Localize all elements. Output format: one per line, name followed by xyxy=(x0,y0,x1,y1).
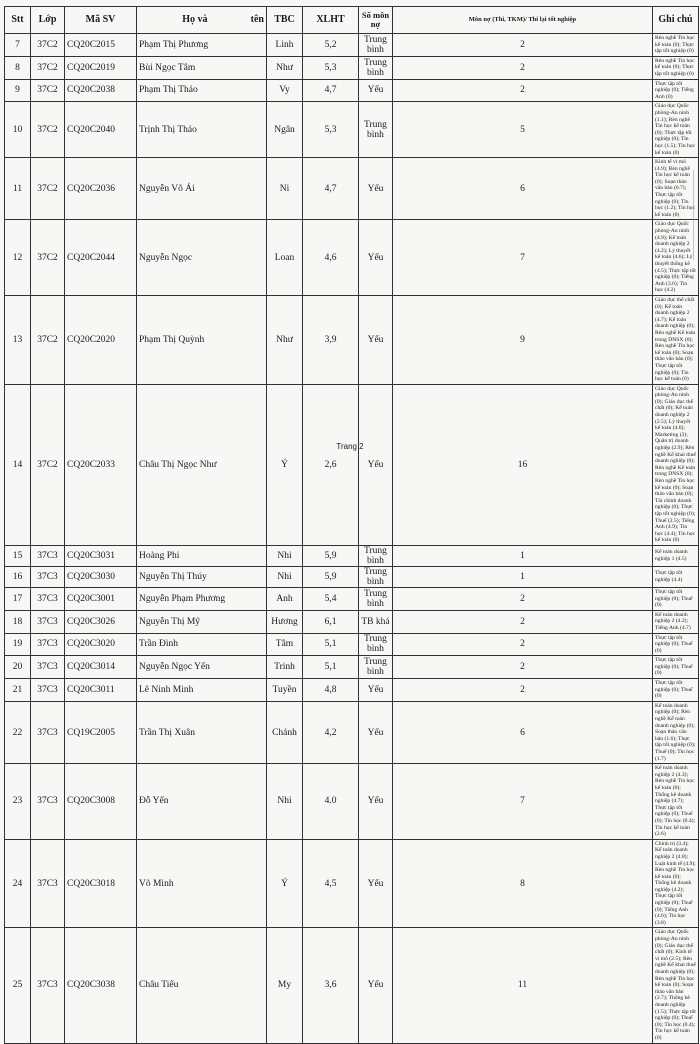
row-tbc: 4.0 xyxy=(303,764,359,840)
header-xlht: XLHT xyxy=(303,7,359,34)
row-stt: 25 xyxy=(5,928,31,1043)
table-row xyxy=(5,566,699,587)
row-so-mon-no: 6 xyxy=(393,701,653,763)
row-stt: 20 xyxy=(5,656,31,679)
row-ten: Loan xyxy=(267,220,303,296)
row-ten: Như xyxy=(267,295,303,384)
row-tbc: 4,8 xyxy=(303,679,359,702)
row-ten: Vy xyxy=(267,79,303,102)
row-xlht: Trung bình xyxy=(359,56,393,79)
row-ten: Ngân xyxy=(267,102,303,158)
row-tbc: 5,2 xyxy=(303,34,359,57)
row-so-mon-no: 7 xyxy=(393,220,653,296)
row-xlht: Trung bình xyxy=(359,566,393,587)
row-so-mon-no: 2 xyxy=(393,610,653,633)
page-number: Trang 2 xyxy=(336,442,364,451)
header-ghi-chu: Ghi chú xyxy=(653,7,699,34)
row-ten: My xyxy=(267,928,303,1043)
row-ho: Nguyễn Ngọc Yến xyxy=(137,656,267,679)
table-row xyxy=(5,633,699,656)
row-stt: 22 xyxy=(5,701,31,763)
table-row xyxy=(5,34,699,57)
row-mon-no: Kế toán doanh nghiệp (0); Rèn nghề Kế toán doanh nghiệp (0); Soạn thảo văn bản (1.6); Thực tập tốt nghiệp (0); Thuế (0); Tin học (1.7) xyxy=(653,701,699,763)
row-masv: CQ20C3038 xyxy=(65,928,137,1043)
row-ten: Anh xyxy=(267,587,303,610)
row-ten: Nhi xyxy=(267,545,303,566)
row-mon-no: Kế toán doanh nghiệp 2 (4.2); Tiếng Anh (4.7) xyxy=(653,610,699,633)
row-stt: 23 xyxy=(5,764,31,840)
table-row xyxy=(5,656,699,679)
row-masv: CQ20C3008 xyxy=(65,764,137,840)
row-mon-no: Giáo dục thể chất (0); Kế toán doanh nghiệp 2 (4.7); Kế toán doanh nghiệp (0); Rèn nghề Kế toán trong DNSX (0); Rèn nghề Tin học kế toán (0); Soạn thảo văn bản (0); Thực tập tốt nghiệp (0); Tin học kế toán (0) xyxy=(653,295,699,384)
row-masv: CQ20C2044 xyxy=(65,220,137,296)
row-xlht: Trung bình xyxy=(359,34,393,57)
row-ho: Võ Minh xyxy=(137,839,267,928)
margin-mark xyxy=(693,170,700,260)
row-xlht: Yếu xyxy=(359,928,393,1043)
row-tbc: 5,9 xyxy=(303,545,359,566)
row-lop: 37C2 xyxy=(31,34,65,57)
row-lop: 37C3 xyxy=(31,701,65,763)
row-so-mon-no: 2 xyxy=(393,633,653,656)
row-ho: Phạm Thị Phương xyxy=(137,34,267,57)
row-ho: Nguyễn Phạm Phương xyxy=(137,587,267,610)
row-ho: Châu Tiểu xyxy=(137,928,267,1043)
header-masv: Mã SV xyxy=(65,7,137,34)
row-ten: Ý xyxy=(267,839,303,928)
row-masv: CQ20C3018 xyxy=(65,839,137,928)
row-tbc: 3,9 xyxy=(303,295,359,384)
row-masv: CQ20C3020 xyxy=(65,633,137,656)
row-stt: 16 xyxy=(5,566,31,587)
row-ten: Ý xyxy=(267,384,303,545)
row-xlht: Trung bình xyxy=(359,587,393,610)
row-so-mon-no: 2 xyxy=(393,679,653,702)
row-xlht: Yếu xyxy=(359,79,393,102)
row-ho: Bùi Ngọc Tâm xyxy=(137,56,267,79)
row-stt: 13 xyxy=(5,295,31,384)
row-lop: 37C2 xyxy=(31,384,65,545)
table-header-row xyxy=(5,7,699,34)
row-tbc: 4,7 xyxy=(303,158,359,220)
row-masv: CQ20C2020 xyxy=(65,295,137,384)
row-xlht: Trung bình xyxy=(359,656,393,679)
row-mon-no: Giáo dục Quốc phòng-An ninh (1.1); Rèn nghề Tin học kế toán (0); Thực tập tốt nghiệp (0); Tin học (1.5); Tin học kế toán (0) xyxy=(653,102,699,158)
row-xlht: Yếu xyxy=(359,158,393,220)
row-tbc: 4,5 xyxy=(303,839,359,928)
row-mon-no: Kế toán doanh nghiệp 1 (4.5) xyxy=(653,545,699,566)
header-lop: Lớp xyxy=(31,7,65,34)
header-ten: tên xyxy=(250,14,264,25)
row-masv: CQ20C2019 xyxy=(65,56,137,79)
row-mon-no: Rèn nghề Tin học kế toán (0); Thực tập tốt nghiệp (0) xyxy=(653,34,699,57)
table-row xyxy=(5,679,699,702)
row-tbc: 4,6 xyxy=(303,220,359,296)
row-masv: CQ20C3026 xyxy=(65,610,137,633)
row-tbc: 6,1 xyxy=(303,610,359,633)
row-stt: 10 xyxy=(5,102,31,158)
row-ho: Trần Đình xyxy=(137,633,267,656)
row-xlht: TB khá xyxy=(359,610,393,633)
student-debt-table-page xyxy=(4,6,698,1044)
header-tbc: TBC xyxy=(267,7,303,34)
row-tbc: 5,4 xyxy=(303,587,359,610)
row-masv: CQ20C3014 xyxy=(65,656,137,679)
row-tbc: 2,6 xyxy=(303,384,359,545)
row-stt: 11 xyxy=(5,158,31,220)
row-lop: 37C3 xyxy=(31,633,65,656)
row-ten: Tuyền xyxy=(267,679,303,702)
row-lop: 37C3 xyxy=(31,928,65,1043)
row-ho: Phạm Thị Quỳnh xyxy=(137,295,267,384)
row-masv: CQ20C3030 xyxy=(65,566,137,587)
table-row xyxy=(5,764,699,840)
row-ho: Nguyễn Ngọc xyxy=(137,220,267,296)
table-row xyxy=(5,56,699,79)
row-xlht: Yếu xyxy=(359,764,393,840)
row-so-mon-no: 16 xyxy=(393,384,653,545)
table-row xyxy=(5,839,699,928)
row-so-mon-no: 2 xyxy=(393,56,653,79)
row-lop: 37C3 xyxy=(31,566,65,587)
row-tbc: 5,1 xyxy=(303,633,359,656)
row-stt: 17 xyxy=(5,587,31,610)
table-row xyxy=(5,158,699,220)
table-row xyxy=(5,79,699,102)
table-row xyxy=(5,587,699,610)
row-lop: 37C3 xyxy=(31,610,65,633)
row-mon-no: Giáo dục Quốc phòng-An ninh (0); Giáo dục thể chất (0); Kế toán doanh nghiệp 2 (2.5); Lý thuyết kế toán (4.6); Marketing (3); Quản trị doanh nghiệp (2.9); Rèn nghề Kế khai thuế doanh nghiệp (0); Rèn nghề Kế toán trong DNSX (0); Rèn nghề Tin học kế toán (0); Soạn thảo văn bản (0); Tài chính doanh nghiệp (0); Thực tập tốt nghiệp (0); Thuế (2.5); Tiếng Anh (4.9); Tin học (4.4); Tin học kế toán (0) xyxy=(653,384,699,545)
row-stt: 12 xyxy=(5,220,31,296)
row-so-mon-no: 5 xyxy=(393,102,653,158)
row-lop: 37C2 xyxy=(31,158,65,220)
header-so-mon-no: Số môn nợ xyxy=(359,7,393,34)
row-mon-no: Thực tập tốt nghiệp (4.4) xyxy=(653,566,699,587)
row-lop: 37C3 xyxy=(31,764,65,840)
header-stt: Stt xyxy=(5,7,31,34)
row-xlht: Yếu xyxy=(359,839,393,928)
row-ten: Tâm xyxy=(267,633,303,656)
table-row xyxy=(5,102,699,158)
row-stt: 14 xyxy=(5,384,31,545)
header-ho: Họ và xyxy=(182,14,208,25)
row-ho: Trịnh Thị Thảo xyxy=(137,102,267,158)
row-mon-no: Thực tập tốt nghiệp (0); Thuế (0) xyxy=(653,587,699,610)
row-mon-no: Thực tập tốt nghiệp (0); Tiếng Anh (0) xyxy=(653,79,699,102)
row-so-mon-no: 7 xyxy=(393,764,653,840)
row-xlht: Yếu xyxy=(359,220,393,296)
row-stt: 18 xyxy=(5,610,31,633)
row-so-mon-no: 2 xyxy=(393,79,653,102)
row-mon-no: Thực tập tốt nghiệp (0); Thuế (0) xyxy=(653,656,699,679)
table-row xyxy=(5,545,699,566)
row-lop: 37C2 xyxy=(31,79,65,102)
header-mon-no: Môn nợ (Thi, TKM)/ Thi lại tốt nghiệp xyxy=(393,7,653,34)
row-mon-no: Thực tập tốt nghiệp (0); Thuế (0) xyxy=(653,633,699,656)
row-mon-no: Giáo dục Quốc phòng-An ninh (4.9); Kế toán doanh nghiệp 2 (4.2); Lý thuyết kế toán (4.6); Lý thuyết thống kê (4.5); Thực tập tốt nghiệp (0); Tiếng Anh (3.6); Tin học (4.2) xyxy=(653,220,699,296)
row-masv: CQ20C3011 xyxy=(65,679,137,702)
row-lop: 37C3 xyxy=(31,679,65,702)
row-masv: CQ20C3031 xyxy=(65,545,137,566)
table-row xyxy=(5,928,699,1043)
row-xlht: Yếu xyxy=(359,701,393,763)
row-ten: Ni xyxy=(267,158,303,220)
row-ho: Hoàng Phi xyxy=(137,545,267,566)
row-masv: CQ20C2038 xyxy=(65,79,137,102)
row-so-mon-no: 1 xyxy=(393,545,653,566)
row-xlht: Trung bình xyxy=(359,633,393,656)
row-mon-no: Rèn nghề Tin học kế toán (0); Thực tập tốt nghiệp (0) xyxy=(653,56,699,79)
row-lop: 37C2 xyxy=(31,56,65,79)
row-ho: Nguyễn Thị Mỹ xyxy=(137,610,267,633)
row-xlht: Trung bình xyxy=(359,102,393,158)
row-ho: Phạm Thị Thảo xyxy=(137,79,267,102)
row-stt: 19 xyxy=(5,633,31,656)
table-row xyxy=(5,220,699,296)
row-lop: 37C3 xyxy=(31,839,65,928)
row-stt: 24 xyxy=(5,839,31,928)
row-stt: 8 xyxy=(5,56,31,79)
row-so-mon-no: 1 xyxy=(393,566,653,587)
row-ten: Như xyxy=(267,56,303,79)
row-xlht: Yếu xyxy=(359,384,393,545)
row-ho: Nguyễn Võ Ái xyxy=(137,158,267,220)
row-mon-no: Thực tập tốt nghiệp (0); Thuế (0) xyxy=(653,679,699,702)
row-lop: 37C2 xyxy=(31,102,65,158)
row-ten: Hương xyxy=(267,610,303,633)
row-so-mon-no: 9 xyxy=(393,295,653,384)
row-ten: Nhi xyxy=(267,566,303,587)
row-ten: Chánh xyxy=(267,701,303,763)
row-lop: 37C3 xyxy=(31,656,65,679)
row-tbc: 4,7 xyxy=(303,79,359,102)
table-body xyxy=(5,34,699,1044)
row-tbc: 5,1 xyxy=(303,656,359,679)
row-xlht: Trung bình xyxy=(359,545,393,566)
row-tbc: 4,2 xyxy=(303,701,359,763)
row-ho: Nguyễn Thị Thúy xyxy=(137,566,267,587)
row-ho: Đỗ Yến xyxy=(137,764,267,840)
row-so-mon-no: 6 xyxy=(393,158,653,220)
row-ten: Linh xyxy=(267,34,303,57)
row-lop: 37C3 xyxy=(31,545,65,566)
row-tbc: 3,6 xyxy=(303,928,359,1043)
row-ten: Trinh xyxy=(267,656,303,679)
row-mon-no: Kinh tế vi mô (4.9); Rèn nghề Tin học kế toán (0); Soạn thảo văn bản (0.7); Thực tập tốt nghiệp (0); Tin học (1.2); Tin học kế toán (0) xyxy=(653,158,699,220)
row-ho: Châu Thị Ngọc Như xyxy=(137,384,267,545)
row-masv: CQ20C2033 xyxy=(65,384,137,545)
row-masv: CQ20C2040 xyxy=(65,102,137,158)
table-row xyxy=(5,295,699,384)
row-lop: 37C2 xyxy=(31,220,65,296)
table-row xyxy=(5,610,699,633)
table-row xyxy=(5,701,699,763)
row-so-mon-no: 2 xyxy=(393,587,653,610)
row-ten: Nhi xyxy=(267,764,303,840)
row-mon-no: Chính trị (3.4); Kế toán doanh nghiệp 2 (4.8); Luật kinh tế (4.9); Rèn nghề Tin học kế toán (0); Thống kê doanh nghiệp (4.2); Thực tập tốt nghiệp (0); Thuế (0); Tiếng Anh (4.6); Tin học (3.8) xyxy=(653,839,699,928)
row-lop: 37C3 xyxy=(31,587,65,610)
student-table xyxy=(4,6,699,1044)
row-so-mon-no: 2 xyxy=(393,34,653,57)
row-tbc: 5,3 xyxy=(303,102,359,158)
row-mon-no: Kế toán doanh nghiệp 2 (4.3); Rèn nghề Tin học kế toán (0); Thống kê doanh nghiệp (4.7); Thực tập tốt nghiệp (0); Thuế (0); Tin học (0.4); Tin học kế toán (2.6) xyxy=(653,764,699,840)
row-masv: CQ19C2005 xyxy=(65,701,137,763)
row-stt: 21 xyxy=(5,679,31,702)
row-masv: CQ20C3001 xyxy=(65,587,137,610)
row-masv: CQ20C2015 xyxy=(65,34,137,57)
row-tbc: 5,3 xyxy=(303,56,359,79)
row-xlht: Yếu xyxy=(359,295,393,384)
row-xlht: Yếu xyxy=(359,679,393,702)
row-stt: 7 xyxy=(5,34,31,57)
row-mon-no: Giáo dục Quốc phòng-An ninh (0); Giáo dục thể chất (0); Kinh tế vi mô (2.5); Rèn nghề Kế khai thuế doanh nghiệp (0); Rèn nghề Tin học kế toán (0); Soạn thảo văn bản (2.7); Thống kê doanh nghiệp (1.5); Thực tập tốt nghiệp (0); Thuế (0); Tin học (0.4); Tin học kế toán (0) xyxy=(653,928,699,1043)
row-stt: 9 xyxy=(5,79,31,102)
row-ho: Lê Ninh Minh xyxy=(137,679,267,702)
row-tbc: 5,9 xyxy=(303,566,359,587)
table-row xyxy=(5,384,699,545)
row-so-mon-no: 2 xyxy=(393,656,653,679)
row-lop: 37C2 xyxy=(31,295,65,384)
row-so-mon-no: 11 xyxy=(393,928,653,1043)
row-masv: CQ20C2036 xyxy=(65,158,137,220)
row-stt: 15 xyxy=(5,545,31,566)
header-hoten xyxy=(137,7,267,34)
row-so-mon-no: 8 xyxy=(393,839,653,928)
row-ho: Trần Thị Xuân xyxy=(137,701,267,763)
